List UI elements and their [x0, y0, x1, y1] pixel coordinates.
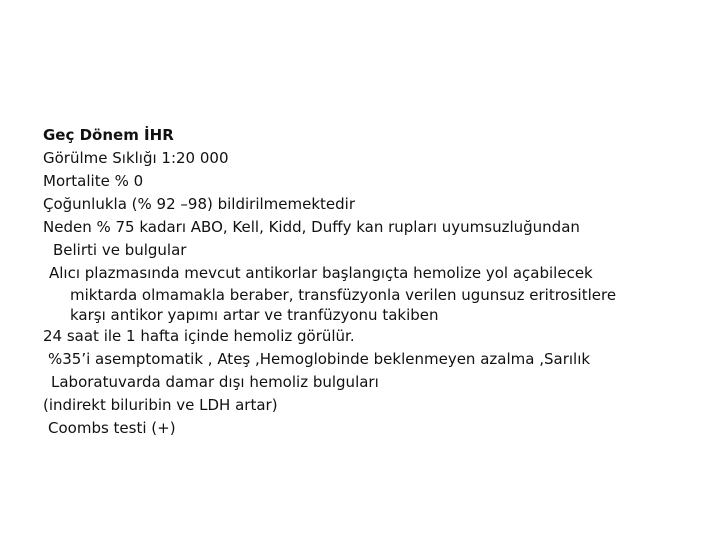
text-line-findings: %35’i asemptomatik , Ateş ,Hemoglobinde beklenmeyen azalma ,Sarılık [48, 350, 591, 368]
text-line-reporting: Çoğunlukla (% 92 –98) bildirilmemektedir [43, 195, 355, 213]
text-line-antibodies-cont-2: karşı antikor yapımı artar ve tranfüzyonu takiben [70, 306, 439, 324]
text-line-timing: 24 saat ile 1 hafta içinde hemoliz görülür. [43, 327, 355, 345]
text-line-antibodies-cont-1: miktarda olmamakla beraber, transfüzyonla verilen ugunsuz eritrositlere [70, 286, 617, 304]
slide-content [43, 124, 693, 440]
text-line-lab-markers: (indirekt biluribin ve LDH artar) [43, 396, 278, 414]
slide-title: Geç Dönem İHR [43, 126, 174, 144]
text-line-symptoms-heading: Belirti ve bulgular [53, 241, 187, 259]
text-line-cause: Neden % 75 kadarı ABO, Kell, Kidd, Duffy kan rupları uyumsuzluğundan [43, 218, 580, 236]
text-line-antibodies: Alıcı plazmasında mevcut antikorlar başlangıçta hemolize yol açabilecek [49, 264, 593, 282]
text-line-incidence: Görülme Sıklığı 1:20 000 [43, 149, 229, 167]
text-line-mortality: Mortalite % 0 [43, 172, 144, 190]
text-line-coombs: Coombs testi (+) [48, 419, 176, 437]
text-line-laboratory: Laboratuvarda damar dışı hemoliz bulguları [51, 373, 379, 391]
